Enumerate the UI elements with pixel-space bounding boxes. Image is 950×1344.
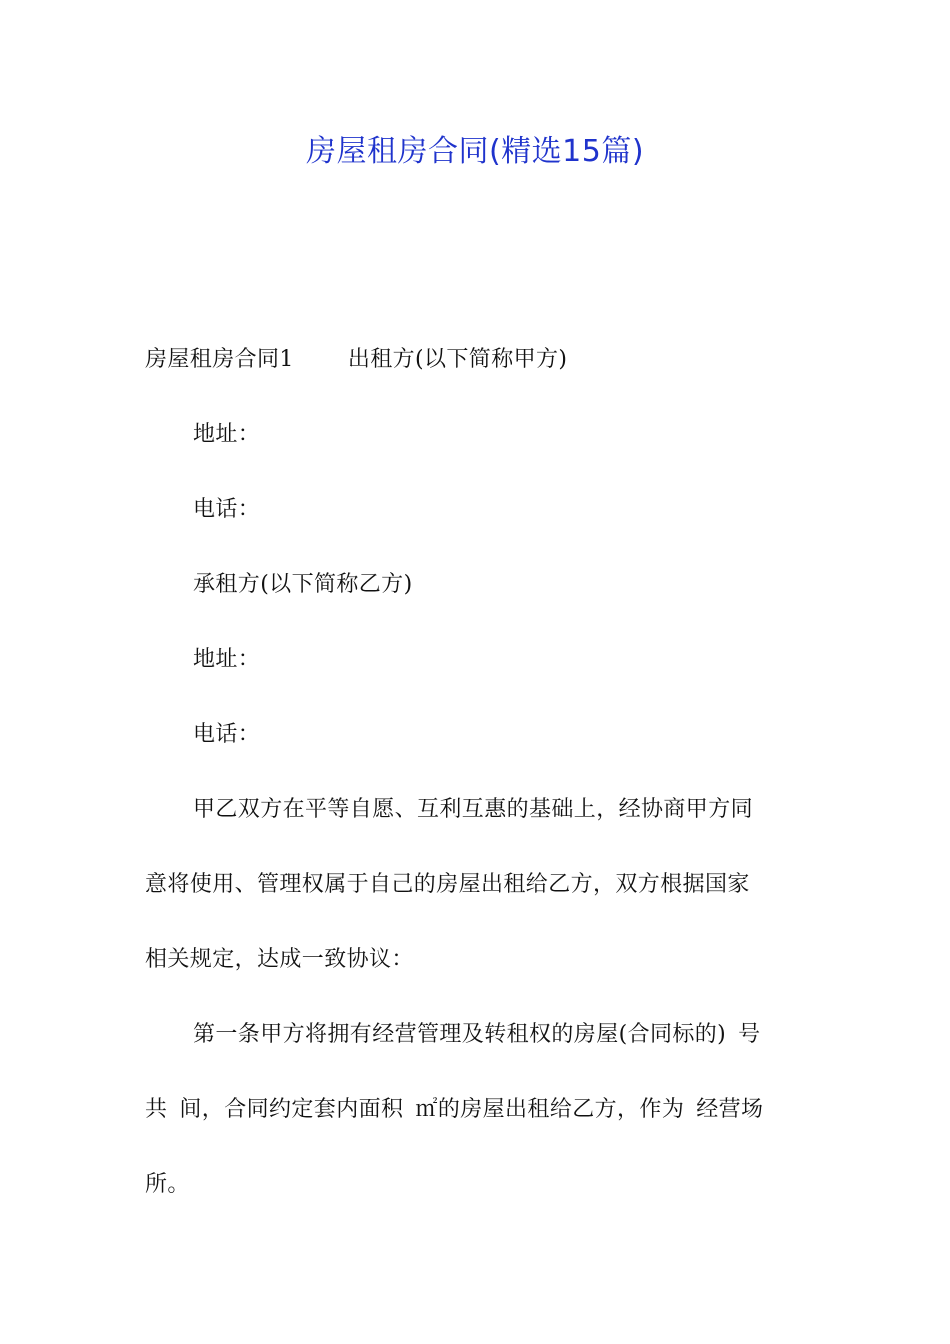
lessor-phone-label: 电话： [193, 497, 261, 522]
agreement-paragraph-line-2: 意将使用、管理权属于自己的房屋出租给乙方，双方根据国家 [145, 872, 750, 897]
lessee-label: 承租方(以下简称乙方) [193, 572, 413, 597]
lessee-address-label: 地址： [193, 647, 261, 672]
article-1-total-label: 共 [145, 1097, 168, 1122]
contract-heading-line [145, 345, 807, 375]
article-1-area-text: ㎡的房屋出租给乙方，作为 [415, 1097, 685, 1122]
contract-number: 房屋租房合同1 [145, 347, 294, 372]
article-1-room-text: 间，合同约定套内面积 [179, 1097, 404, 1122]
lessor-label: 出租方(以下简称甲方) [347, 347, 568, 372]
article-1-use-text: 经营场 [696, 1097, 764, 1122]
document-title: 房屋租房合同(精选15篇) [305, 134, 645, 169]
lessor-address-label: 地址： [193, 422, 261, 447]
article-1-line-2 [145, 1095, 807, 1125]
article-1-number-label: 号 [738, 1022, 761, 1047]
article-1-text: 第一条甲方将拥有经营管理及转租权的房屋(合同标的) [193, 1022, 727, 1047]
article-1-line-3: 所。 [145, 1172, 190, 1197]
lessee-phone-label: 电话： [193, 722, 261, 747]
agreement-paragraph-line-1: 甲乙双方在平等自愿、互利互惠的基础上，经协商甲方同 [193, 797, 754, 822]
article-1-line-1 [193, 1020, 855, 1050]
agreement-paragraph-line-3: 相关规定，达成一致协议： [145, 947, 414, 972]
